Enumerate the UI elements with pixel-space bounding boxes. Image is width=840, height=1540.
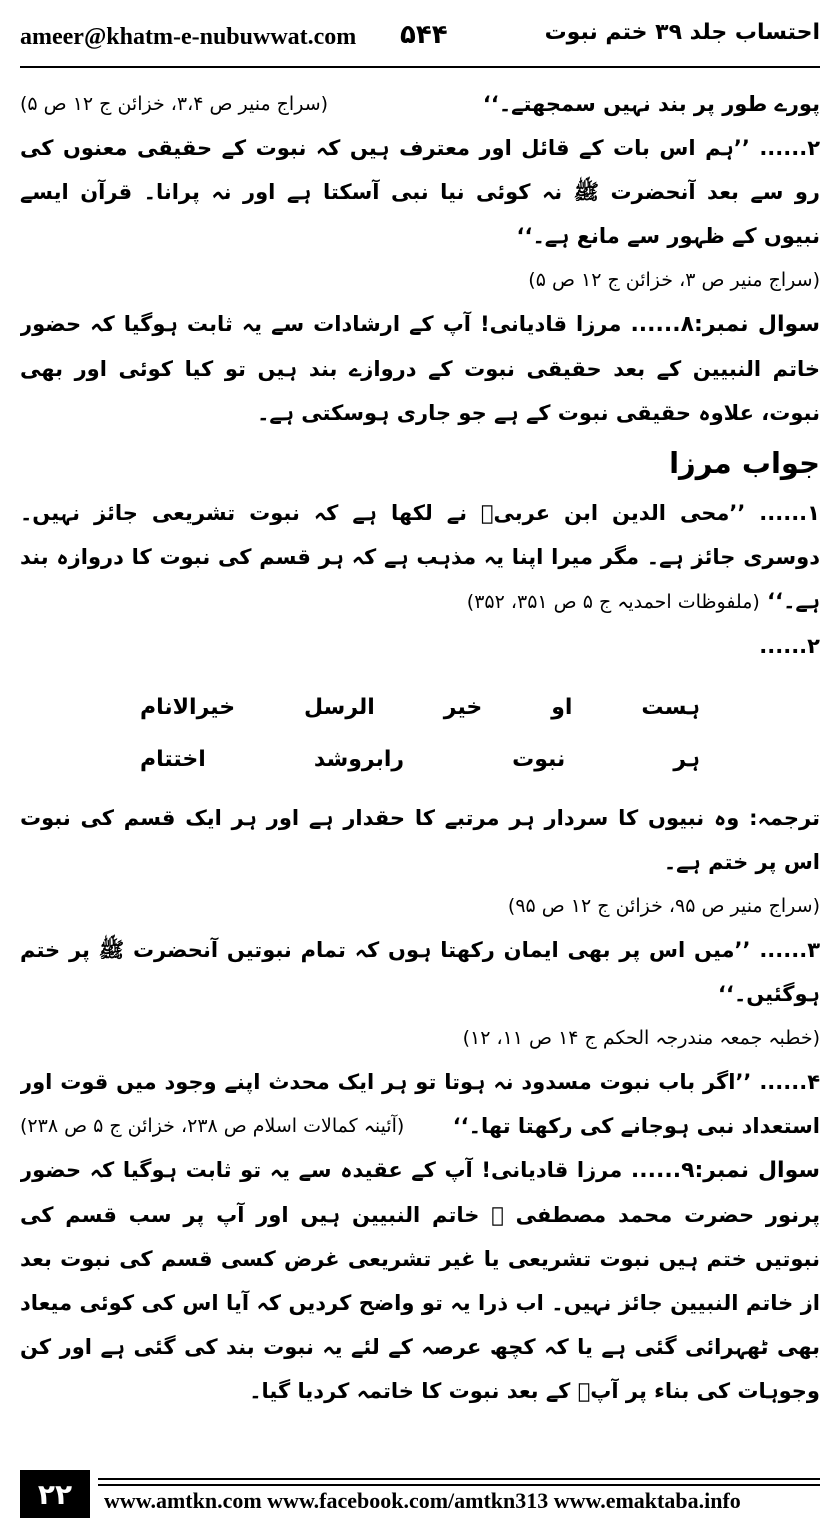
poem [140,682,700,786]
translation: ترجمہ: وہ نبیوں کا سردار ہر مرتبے کا حقدار ہے اور ہر ایک قسم کی نبوت اس پر ختم ہے۔ [20,806,820,874]
poem-word: او [551,695,573,720]
answer-4-number: ۴...... [759,1070,820,1094]
footer-divider [98,1478,820,1486]
poem-word: الرسل [304,695,375,720]
poem-word: خیر [443,695,483,720]
poem-word: خیرالانام [140,695,236,720]
poem-word: نبوت [512,747,566,772]
poem-word: ہست [641,695,700,720]
poem-word: رابروشد [313,747,405,772]
answer-4 [20,1060,820,1148]
poem-line-1 [140,682,700,734]
point-2-reference: (سراج منیر ص ۳، خزائن ج ۱۲ ص ۵) [528,269,820,291]
answer-2-number: ۲...... [759,634,820,658]
point-2 [20,126,820,258]
answer-3-number: ۳...... [759,938,820,962]
point-2-number: ۲...... [759,136,820,160]
question-9-text: مرزا قادیانی! آپ کے عقیدہ سے یہ تو ثابت ہوگیا کہ حضور پرنور حضرت محمد مصطفی ﷺ خاتم النبیین ہیں اور آپ پر سب قسم کی نبوتیں ختم ہیں نبوت تشریعی یا غیر تشریعی غرض کسی قسم کی نبوت بعد از خاتم النبیین جائز نہیں۔ اب ذرا یہ تو واضح کردیں کہ آیا اس کی کوئی میعاد بھی ٹھہرائی گئی ہے یا کہ کچھ عرصہ کے لئے یہ نبوت بند کی گئی ہے اور کن وجوہات کی بناء پر آپؐ کے بعد نبوت کا خاتمہ کردیا گیا۔ [20,1158,820,1403]
answer-1-text: ’’محی الدین ابن عربیؒ نے لکھا ہے کہ نبوت تشریعی جائز نہیں۔ دوسری جائز ہے۔ مگر میرا اپنا یہ مذہب ہے کہ ہر قسم کی نبوت کا دروازہ بند ہے۔‘‘ [20,501,820,613]
answer-3 [20,928,820,1016]
answer-3-reference: (خطبہ جمعہ مندرجہ الحکم ج ۱۴ ص ۱۱، ۱۲) [462,1027,820,1049]
header-page-number: ۵۴۴ [400,20,448,50]
line-1 [20,82,820,126]
footer-page-number: ۲۲ [20,1470,90,1518]
line-1-reference: (سراج منیر ص ۳،۴، خزائن ج ۱۲ ص ۵) [20,93,329,115]
footer-urls: www.amtkn.com www.facebook.com/amtkn313 www.emaktaba.info [104,1488,741,1513]
header-email: ameer@khatm-e-nubuwwat.com [20,24,357,50]
translation-reference: (سراج منیر ص ۹۵، خزائن ج ۱۲ ص ۹۵) [507,895,820,917]
answer-1-number: ۱...... [759,501,820,525]
answer-4-reference: (آئینہ کمالات اسلام ص ۲۳۸، خزائن ج ۵ ص ۲۳۸) [20,1115,405,1137]
poem-word: ہر [673,747,700,772]
question-9-label: سوال نمبر:۹...... [630,1158,820,1183]
answer-1-reference: (ملفوظات احمدیہ ج ۵ ص ۳۵۱، ۳۵۲) [466,591,760,613]
question-8 [20,302,820,435]
answer-4-text: ’’اگر باب نبوت مسدود نہ ہوتا تو ہر ایک محدث اپنے وجود میں قوت اور استعداد نبی ہوجانے کی رکھتا تھا۔‘‘ [20,1070,820,1138]
answer-3-text: ’’میں اس پر بھی ایمان رکھتا ہوں کہ تمام نبوتیں آنحضرت ﷺ پر ختم ہوگئیں۔‘‘ [20,938,820,1006]
answer-2 [20,624,820,668]
page-body [20,82,820,1450]
poem-word: اختتام [140,747,206,772]
poem-line-2 [140,734,700,786]
question-9 [20,1148,820,1413]
page-footer [20,1470,820,1518]
page-header [20,14,820,68]
question-8-text: مرزا قادیانی! آپ کے ارشادات سے یہ ثابت ہوگیا کہ حضور خاتم النبیین کے بعد حقیقی نبوت کے دروازے بند ہیں تو کیا کوئی اور بھی نبوت، علاوہ حقیقی نبوت کے ہے جو جاری ہوسکتی ہے۔ [20,312,820,425]
question-8-label: سوال نمبر:۸...... [630,312,820,337]
line-1-text: پورے طور پر بند نہیں سمجھتے۔‘‘ [482,92,820,116]
answer-heading: جواب مرزا [669,446,820,480]
point-2-text: ’’ہم اس بات کے قائل اور معترف ہیں کہ نبوت کے حقیقی معنوں کی رو سے بعد آنحضرت ﷺ نہ کوئی نیا نبی آسکتا ہے اور نہ پرانا۔ قرآن ایسے نبیوں کے ظہور سے مانع ہے۔‘‘ [20,136,820,248]
answer-1 [20,491,820,624]
running-title: احتساب جلد ۳۹ ختم نبوت [544,20,820,45]
